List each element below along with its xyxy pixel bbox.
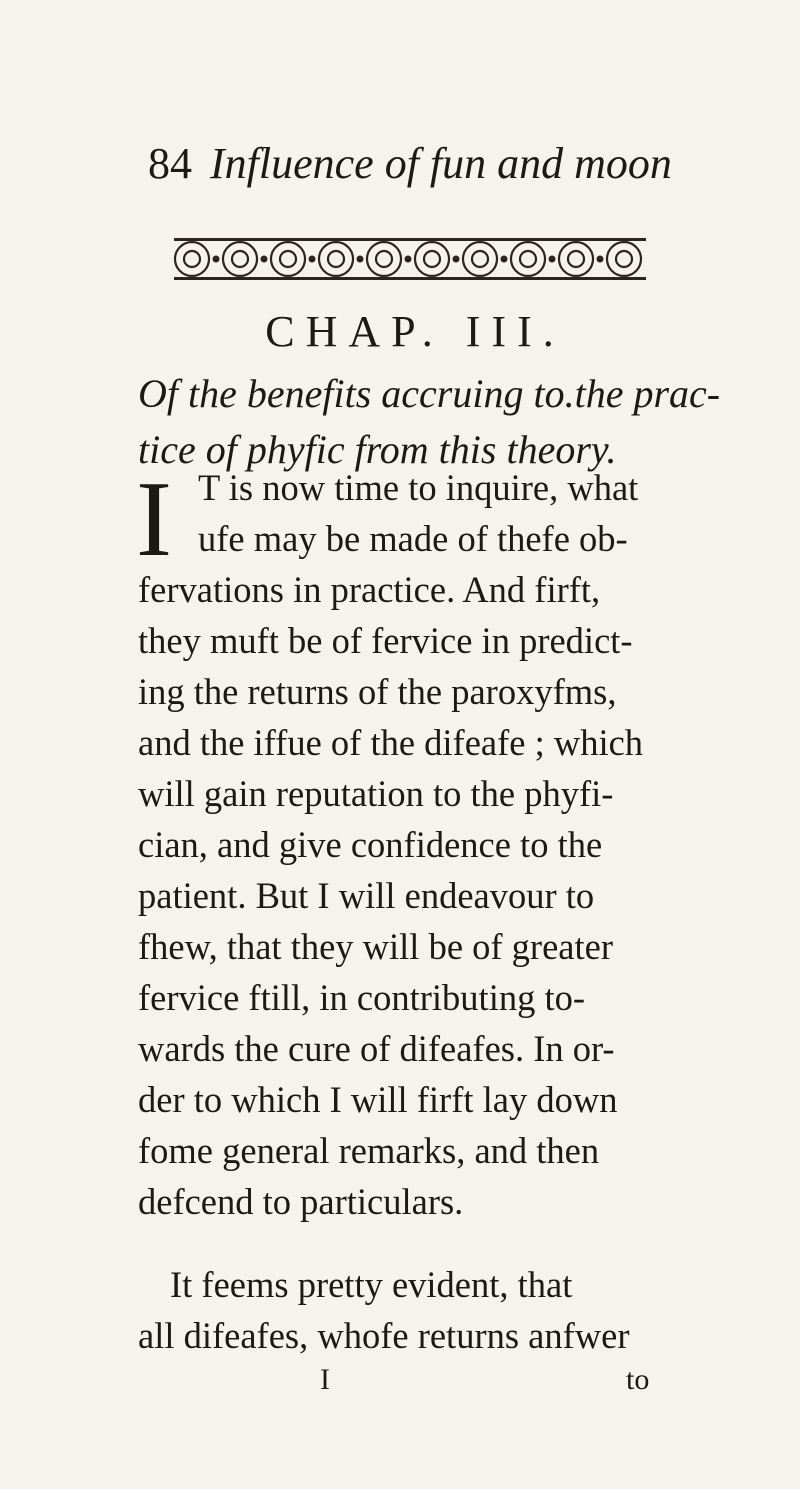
catchword: to bbox=[626, 1363, 650, 1396]
text-line: patient. But I will endeavour to bbox=[138, 875, 595, 916]
text-line: all difeafes, whofe returns anfwer bbox=[138, 1315, 630, 1356]
chapter-title-line: Of the benefits accruing to.the prac- bbox=[138, 371, 721, 416]
text-line: will gain reputation to the phyfi- bbox=[138, 773, 614, 814]
text-line: It feems pretty evident, that bbox=[170, 1264, 573, 1305]
text-line: fervations in practice. And firft, bbox=[138, 569, 601, 610]
text-line: wards the cure of difeafes. In or- bbox=[138, 1028, 615, 1069]
text-line: fervice ftill, in contributing to- bbox=[138, 977, 586, 1018]
chapter-title-line: tice of phyfic from this theory. bbox=[138, 427, 617, 472]
text-line: ufe may be made of thefe ob- bbox=[198, 518, 628, 559]
text-line: ing the returns of the paroxyfms, bbox=[138, 671, 617, 712]
drop-cap: I bbox=[136, 460, 172, 579]
text-line: T is now time to inquire, what bbox=[198, 467, 639, 508]
page-number: 84 bbox=[148, 139, 192, 188]
text-line: fome general remarks, and then bbox=[138, 1130, 600, 1171]
text-line: der to which I will firft lay down bbox=[138, 1079, 618, 1120]
text-line: cian, and give confidence to the bbox=[138, 824, 603, 865]
running-title: Influence of fun and moon bbox=[210, 139, 672, 188]
page-header bbox=[148, 136, 672, 192]
text-line: defcend to particulars. bbox=[138, 1181, 464, 1222]
ornament-band bbox=[170, 232, 650, 286]
text-line: and the iffue of the difeafe ; which bbox=[138, 722, 644, 763]
text-line: they muft be of fervice in predict- bbox=[138, 620, 633, 661]
text-line: fhew, that they will be of greater bbox=[138, 926, 613, 967]
signature-mark: I bbox=[320, 1363, 330, 1396]
chapter-heading: CHAP. III. bbox=[265, 307, 565, 356]
